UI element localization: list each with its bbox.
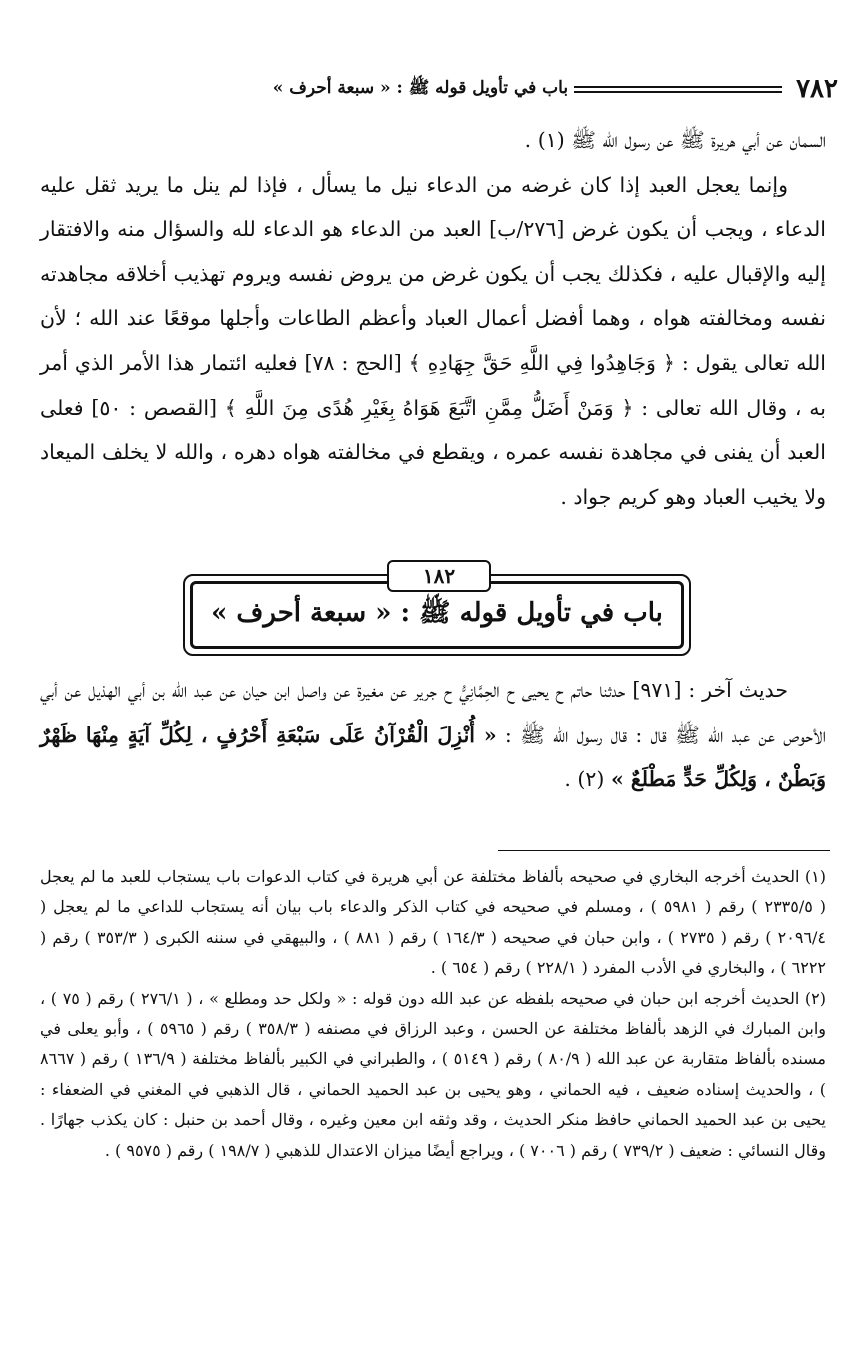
hadith-matn: « أُنْزِلَ الْقُرْآنُ عَلَى سَبْعَةِ أَحْرُفٍ ، لِكُلِّ آيَةٍ مِنْهَا ظَهْرٌ وَبَطْنٌ ، وَلِكُلِّ حَدٍّ مَطْلَعٌ » [40, 722, 826, 792]
paragraph-1: السمان عن أبي هريرة ﷺ عن رسول الله ﷺ (١) . [524, 128, 826, 152]
footnotes [40, 862, 826, 1166]
hadith-isnad: حديث آخر : [٩٧١] حدثنا حاتم ح يحيى ح الحِمَّانِيُّ ح جرير عن مغيرة عن واصل ابن حيان عن عبد الله بن أبي الهذيل عن أبي الأحوص عن عبد الله ﷺ قال : قال رسول الله ﷺ : [40, 678, 827, 747]
hadith-footnote-ref: (٢) . [564, 767, 605, 792]
main-text [40, 118, 826, 519]
running-title: باب في تأويل قوله ﷺ : « سبعة أحرف » [272, 77, 569, 98]
footnote-2: (٢) الحديث أخرجه ابن حبان في صحيحه بلفظه عن عبد الله دون قوله : « ولكل حد ومطلع » ، ( ٢٧٦/١ ) رقم ( ٧٥ ) ، وابن المبارك في الزهد بألفاظ مختلفة عن الحسن ، وعبد الرزاق في مصنفه ( ٣٥٨/٣ ) رقم ( ٥٩٦٥ ) ، وأبو يعلى في مسنده بألفاظ متقاربة عن عبد الله ( ٨٠/٩ ) رقم ( ٥١٤٩ ) ، والطبراني في الكبير بألفاظ مختلفة ( ١٣٦/٩ ) رقم ( ٨٦٦٧ ) ، والحديث إسناده ضعيف ، فيه الحماني ، وهو يحيى بن عبد الحميد الحماني ، قال الذهبي في المغني في الضعفاء : يحيى بن عبد الحميد الحماني حافظ منكر الحديث ، وقد وثقه ابن معين وغيره ، وقال أحمد بن حنبل : كان يكذب جهارًا . وقال النسائي : ضعيف ( ٧٣٩/٢ ) رقم ( ٧٠٠٦ ) ، ويراجع أيضًا ميزان الاعتدال للذهبي ( ١٩٨/٧ ) رقم ( ٩٥٧٥ ) . [40, 988, 827, 1160]
chapter-banner [183, 560, 691, 660]
header-double-rule [574, 86, 782, 93]
chapter-title: باب في تأويل قوله ﷺ : « سبعة أحرف » [211, 598, 663, 628]
hadith-block [40, 668, 826, 802]
footnote-separator [498, 850, 830, 851]
paragraph-2: وإنما يعجل العبد إذا كان غرضه من الدعاء نيل ما يسأل ، فإذا لم ينل ما يريد ثقل عليه الدعاء ، ويجب أن يكون غرض [٢٧٦/ب] العبد من الدعاء هو الدعاء لله والسؤال منه والافتقار إليه والإقبال عليه ، فكذلك يجب أن يكون غرض من يروض نفسه ويروم تهذيب أخلاقه مجاهدته نفسه ومخالفته هواه ، وهما أفضل أعمال العباد وأعظم الطاعات وأجلها موقعًا عند الله ؛ لأن الله تعالى يقول : ﴿ وَجَاهِدُوا فِي اللَّهِ حَقَّ جِهَادِهِ ﴾ [الحج : ٧٨] فعليه ائتمار هذا الأمر الذي أمر به ، وقال الله تعالى : ﴿ وَمَنْ أَضَلُّ مِمَّنِ اتَّبَعَ هَوَاهُ بِغَيْرِ هُدًى مِنَ اللَّهِ ﴾ [القصص : ٥٠] فعلى العبد أن يفنى في مجاهدة نفسه عمره ، ويقطع في مخالفته هواه دهره ، والله لا يخلف الميعاد ولا يخيب العباد وهو كريم جواد . [40, 172, 827, 509]
page-number: ٧٨٢ [796, 74, 838, 104]
hadith-paragraph [40, 668, 826, 802]
running-header [30, 70, 838, 108]
footnote-1: (١) الحديث أخرجه البخاري في صحيحه بألفاظ مختلفة عن أبي هريرة في كتاب الدعوات باب يستجاب للعبد ما لم يعجل ( ٢٣٣٥/٥ ) رقم ( ٥٩٨١ ) ، ومسلم في صحيحه في كتاب الذكر والدعاء باب بيان أنه يستجاب للداعي ما لم يعجل ( ٢٠٩٦/٤ ) رقم ( ٢٧٣٥ ) ، وابن حبان في صحيحه ( ١٦٤/٣ ) رقم ( ٨٨١ ) ، والبيهقي في سننه الكبرى ( ٣٥٣/٣ ) رقم ( ٦٢٢٢ ) ، والبخاري في الأدب المفرد ( ٢٢٨/١ ) رقم ( ٦٥٤ ) . [40, 867, 827, 978]
chapter-number: ١٨٢ [387, 560, 491, 592]
